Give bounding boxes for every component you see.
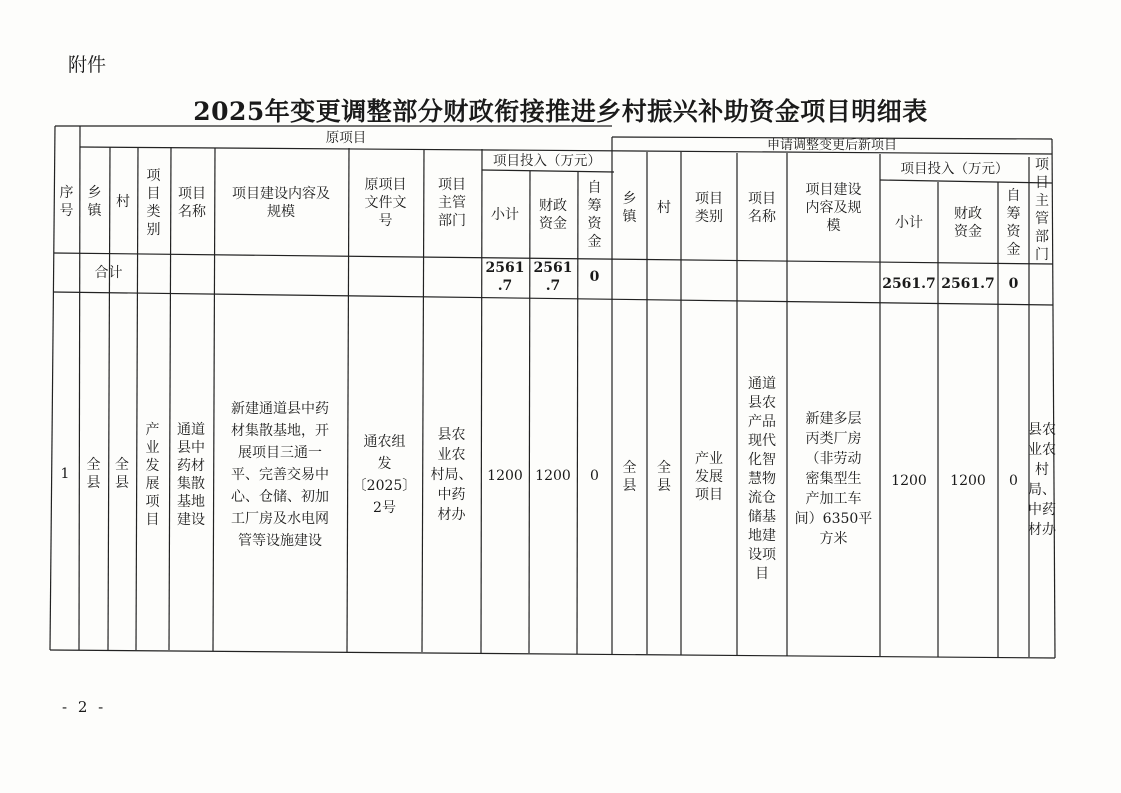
total-new-subtotal: 2561.7 xyxy=(882,276,936,292)
header-new-fiscal-funds: 财政 资金 xyxy=(954,205,982,240)
row-new-village: 全 县 xyxy=(657,460,671,494)
total-fiscal: 2561 .7 xyxy=(533,260,573,294)
header-new-construction-content: 项目建设 内容及规 模 xyxy=(805,182,862,234)
page-title: 2025年变更调整部分财政衔接推进乡村振兴补助资金项目明细表 xyxy=(193,97,928,126)
attachment-label: 附件 xyxy=(68,54,107,76)
total-subtotal: 2561 .7 xyxy=(485,260,525,294)
header-original-doc-no: 原项目 文件文 号 xyxy=(364,177,407,229)
row-new-fiscal: 1200 xyxy=(950,473,986,489)
row-department: 县农 业农 村局、 中药 材办 xyxy=(430,427,473,523)
row-index: 1 xyxy=(60,466,70,482)
page-number: - 2 - xyxy=(62,698,107,716)
row-new-department: 县农 业农 村 局、 中药 材办 xyxy=(1028,421,1056,538)
new-section-header: 申请调整变更后新项目 xyxy=(766,138,897,153)
row-village: 全 县 xyxy=(115,457,129,491)
header-new-project-name: 项目 名称 xyxy=(748,190,776,225)
original-section-header: 原项目 xyxy=(325,129,367,146)
header-township: 乡 镇 xyxy=(87,185,102,219)
row-project-name: 通道 县中 药材 集散 基地 建设 xyxy=(177,421,205,528)
header-new-project-type: 项目 类别 xyxy=(695,190,723,225)
row-subtotal: 1200 xyxy=(487,468,523,484)
header-department: 项目 主管 部门 xyxy=(438,177,466,229)
row-new-project-name: 通道 县农 产品 现代 化智 慧物 流仓 储基 地建 设项 目 xyxy=(748,375,776,582)
row-fiscal: 1200 xyxy=(535,468,571,484)
row-new-construction-content: 新建多层 丙类厂房 （非劳动 密集型生 产加工车 间）6350平 方米 xyxy=(794,411,873,547)
header-new-department: 项目 主管 部门 xyxy=(1035,157,1049,263)
header-self-raised: 自 筹 资 金 xyxy=(587,180,602,250)
total-new-fiscal: 2561.7 xyxy=(941,276,995,292)
header-construction-content: 项目建设内容及 规模 xyxy=(232,185,330,220)
header-subtotal: 小计 xyxy=(491,207,519,223)
header-project-type: 项 目 类 别 xyxy=(146,167,161,238)
row-construction-content: 新建通道县中药 材集散基地，开 展项目三通一 平、完善交易中 心、仓储、初加 工厂房及水电网 管等设施建设 xyxy=(231,400,329,549)
total-new-self-raised: 0 xyxy=(1008,276,1019,292)
row-new-township: 全 县 xyxy=(622,460,637,494)
header-new-township: 乡 镇 xyxy=(622,190,637,225)
row-project-type: 产 业 发 展 项 目 xyxy=(145,421,160,528)
row-township: 全 县 xyxy=(86,457,101,491)
header-fiscal-funds: 财政 资金 xyxy=(539,198,567,232)
header-new-village: 村 xyxy=(657,199,671,216)
header-new-subtotal: 小计 xyxy=(895,214,923,231)
header-project-name: 项目 名称 xyxy=(178,185,206,220)
header-village: 村 xyxy=(116,194,130,210)
header-new-investment: 项目投入（万元） xyxy=(900,160,1009,177)
row-new-project-type: 产业 发展 项目 xyxy=(695,451,723,503)
row-self-raised: 0 xyxy=(590,468,599,484)
header-index: 序 号 xyxy=(59,185,74,219)
header-new-self-raised: 自 筹 资 金 xyxy=(1006,187,1021,258)
row-new-self-raised: 0 xyxy=(1009,473,1018,489)
row-original-doc-no: 通农组 发 〔2025〕 2号 xyxy=(352,434,417,516)
row-new-subtotal: 1200 xyxy=(891,473,927,489)
total-self-raised: 0 xyxy=(589,269,600,285)
header-investment: 项目投入（万元） xyxy=(493,152,601,169)
total-label: 合计 xyxy=(94,265,123,281)
